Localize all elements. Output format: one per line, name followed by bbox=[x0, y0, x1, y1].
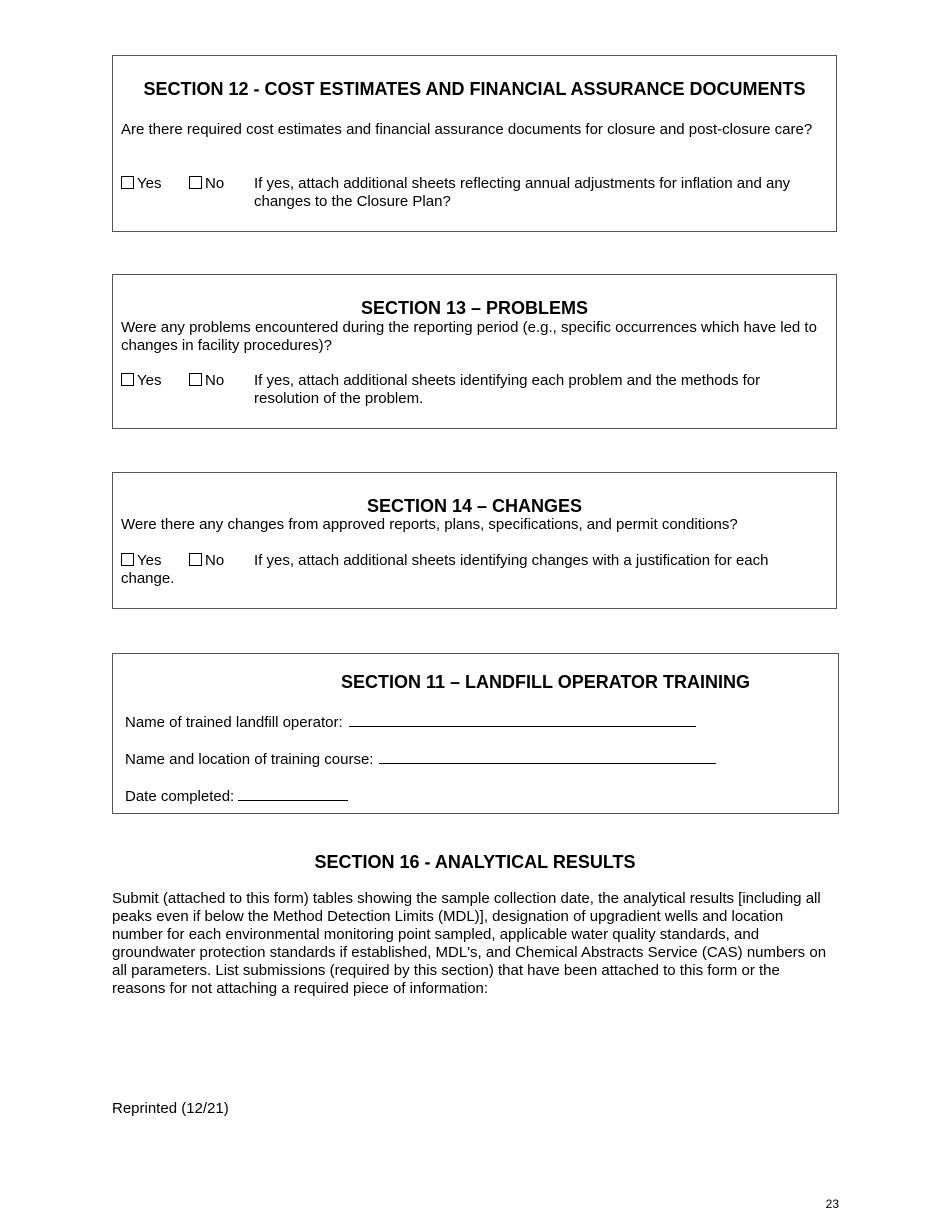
section-12-box bbox=[112, 55, 837, 232]
section-11-box bbox=[112, 653, 839, 814]
section-16-body: Submit (attached to this form) tables showing the sample collection date, the analytical results [including all peaks even if below the Method Detection Limits (MDL)], designation of upgradient wells and location number for each environmental monitoring point sampled, applicable water quality standards, and groundwater protection standards if established, MDL's, and Chemical Abstracts Service (CAS) numbers on all parameters. List submissions (required by this section) that have been attached to this form or the reasons for not attaching a required piece of information: bbox=[112, 890, 827, 997]
operator-name-row bbox=[125, 712, 696, 732]
operator-name-field[interactable] bbox=[349, 712, 696, 727]
section-13-yes-option[interactable] bbox=[121, 372, 161, 390]
date-completed-row bbox=[125, 786, 348, 806]
section-16-title: SECTION 16 - ANALYTICAL RESULTS bbox=[314, 852, 636, 872]
section-14-yes-checkbox[interactable] bbox=[121, 553, 134, 566]
section-13-no-option[interactable] bbox=[189, 372, 224, 390]
training-course-row bbox=[125, 749, 716, 769]
section-11-title: SECTION 11 – LANDFILL OPERATOR TRAINING bbox=[341, 672, 751, 692]
section-13-question: Were any problems encountered during the reporting period (e.g., specific occurrences which have led to changes in facility procedures)? bbox=[121, 319, 817, 354]
section-13-yes-label: Yes bbox=[137, 372, 162, 389]
section-12-yes-option[interactable] bbox=[121, 175, 161, 193]
section-13-no-checkbox[interactable] bbox=[189, 373, 202, 386]
operator-name-label: Name of trained landfill operator: bbox=[125, 714, 343, 731]
training-course-field[interactable] bbox=[379, 749, 716, 764]
section-14-title: SECTION 14 – CHANGES bbox=[366, 496, 583, 516]
section-13-box bbox=[112, 274, 837, 429]
section-12-instruction: If yes, attach additional sheets reflecting annual adjustments for inflation and any changes to the Closure Plan? bbox=[254, 175, 791, 210]
section-12-yes-label: Yes bbox=[137, 175, 162, 192]
section-13-yes-checkbox[interactable] bbox=[121, 373, 134, 386]
date-completed-label: Date completed: bbox=[125, 788, 235, 805]
section-14-yes-option[interactable] bbox=[121, 552, 161, 570]
section-13-instruction: If yes, attach additional sheets identifying each problem and the methods for resolution of the problem. bbox=[254, 372, 761, 407]
section-12-no-label: No bbox=[205, 175, 225, 192]
section-14-yes-label: Yes bbox=[137, 552, 162, 569]
section-12-no-option[interactable] bbox=[189, 175, 224, 193]
section-13-title: SECTION 13 – PROBLEMS bbox=[360, 298, 589, 318]
section-13-no-label: No bbox=[205, 372, 225, 389]
training-course-label: Name and location of training course: bbox=[125, 751, 374, 768]
reprinted-note: Reprinted (12/21) bbox=[112, 1100, 229, 1117]
section-14-no-checkbox[interactable] bbox=[189, 553, 202, 566]
section-14-instruction: If yes, attach additional sheets identifying changes with a justification for each bbox=[254, 552, 769, 569]
section-14-no-option[interactable] bbox=[189, 552, 224, 570]
section-14-no-label: No bbox=[205, 552, 225, 569]
section-12-question: Are there required cost estimates and financial assurance documents for closure and post-closure care? bbox=[121, 121, 813, 138]
section-12-title: SECTION 12 - COST ESTIMATES AND FINANCIAL ASSURANCE DOCUMENTS bbox=[143, 79, 806, 99]
section-12-no-checkbox[interactable] bbox=[189, 176, 202, 189]
section-14-question: Were there any changes from approved reports, plans, specifications, and permit conditions? bbox=[121, 516, 738, 533]
page-number: 23 bbox=[825, 1197, 839, 1211]
section-14-box bbox=[112, 472, 837, 609]
section-12-yes-checkbox[interactable] bbox=[121, 176, 134, 189]
date-completed-field[interactable] bbox=[238, 786, 348, 801]
section-14-instruction-wrap: change. bbox=[121, 570, 175, 587]
